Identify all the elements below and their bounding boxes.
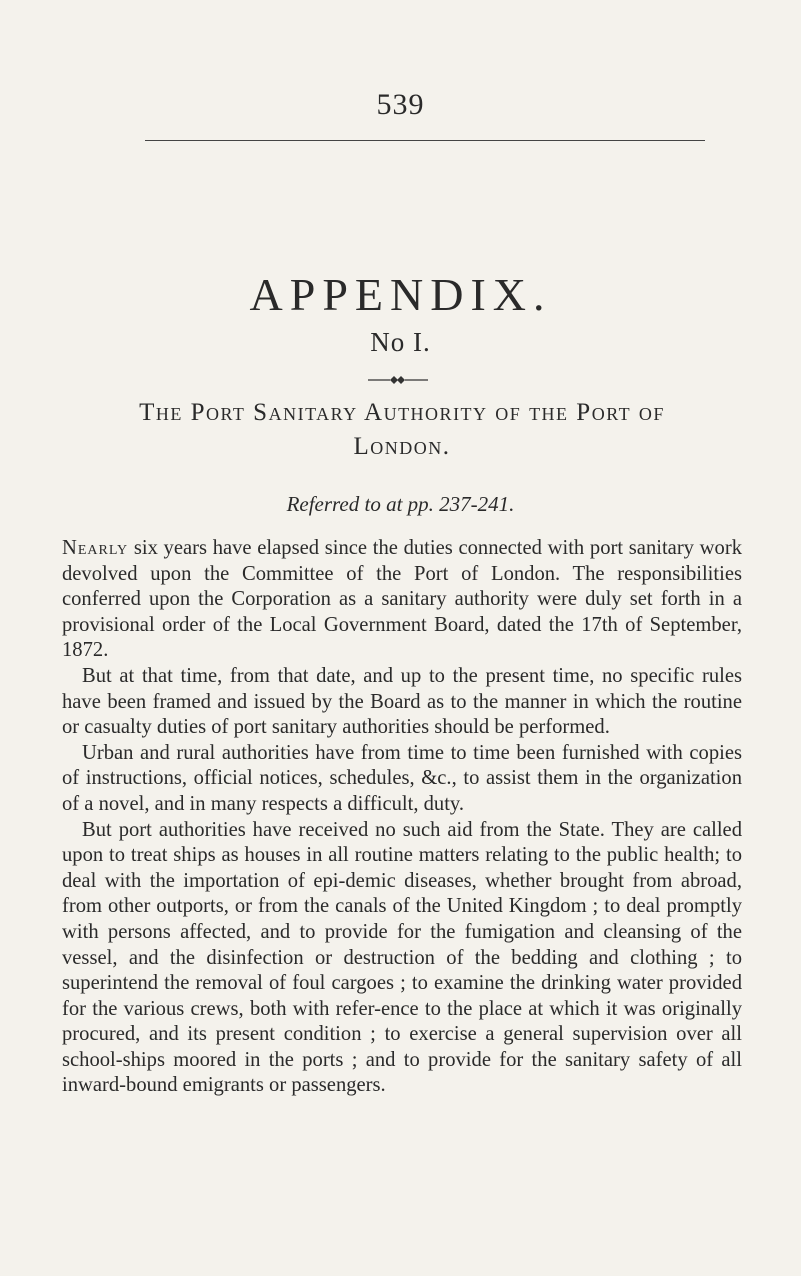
appendix-number: No I. [370, 327, 431, 357]
paragraph-1 [62, 536, 742, 664]
paragraph-3: Urban and rural authorities have from time to time been furnished with copies of instructions, official notices, schedules, &c., to assist them in the organization of a novel, and in many respects a difficult, duty. [62, 741, 742, 815]
section-title [62, 396, 742, 464]
paragraph-2: But at that time, from that date, and up to the present time, no specific rules have been framed and issued by the Board as to the manner in which the routine or casualty duties of port sanitary authorities should be performed. [62, 664, 742, 739]
page-number: 539 [376, 88, 425, 121]
header-rule [145, 140, 705, 141]
paragraph-1-text: six years have elapsed since the duties connected with port sanitary work devolved upon the Committee of the Port of London. The responsibilities conferred upon the Corporation as a sanitary authority were duly set forth in a provisional order of the Local Government Board, dated the 17th of September, 1872. [62, 537, 742, 662]
paragraph-lead-word: Nearly [62, 537, 129, 559]
page-reference: Referred to at pp. 237-241. [286, 492, 515, 516]
appendix-title: APPENDIX. [249, 269, 552, 320]
section-title-line-1: The Port Sanitary Authority of the Port of [139, 399, 665, 426]
body-text [62, 536, 742, 1099]
paragraph-4: But port authorities have received no such aid from the State. They are called upon to treat ships as houses in all routine matters relating to the public health; to deal with the importation of epi-demic diseases, whether brought from abroad, from other outports, or from the canals of the United Kingdom ; to deal promptly with persons affected, and to provide for the fumigation and cleansing of the vessel, and the disinfection or destruction of the bedding and clothing ; to superintend the removal of foul cargoes ; to examine the drinking water provided for the various crews, both with refer-ence to the place at which it was originally procured, and its present condition ; to exercise a general supervision over all school-ships moored in the ports ; and to provide for the sanitary safety of all inward-bound emigrants or passengers. [62, 818, 742, 1097]
ornament-divider [368, 373, 428, 387]
section-title-line-2: London. [353, 433, 451, 460]
